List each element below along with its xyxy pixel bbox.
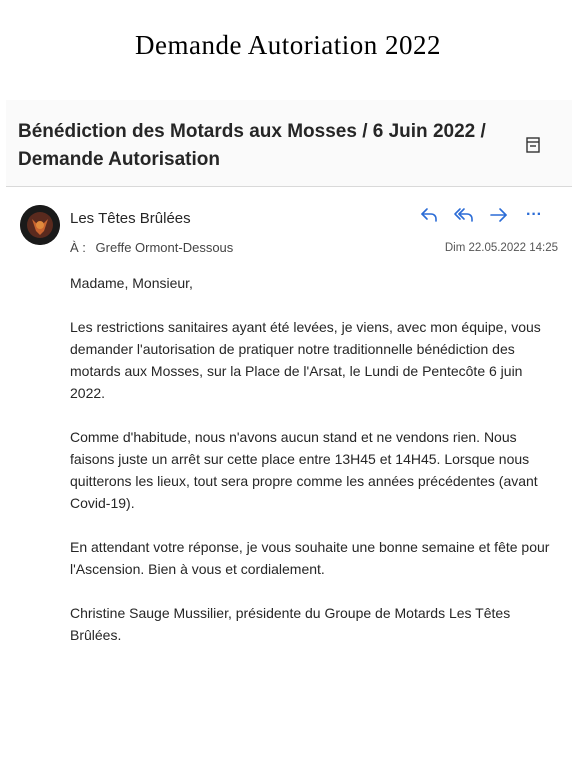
subject-bar xyxy=(6,100,572,187)
forward-icon[interactable] xyxy=(488,204,510,226)
body-paragraph: En attendant votre réponse, je vous souhaite une bonne semaine et fête pour l'Ascension. Bien à vous et cordialement. xyxy=(70,539,550,577)
email-body xyxy=(70,272,556,668)
email-timestamp: Dim 22.05.2022 14:25 xyxy=(444,242,558,254)
to-label: À : xyxy=(70,240,86,255)
body-paragraph: Christine Sauge Mussilier, présidente du Groupe de Motards Les Têtes Brûlées. xyxy=(70,605,511,643)
email-subject: Bénédiction des Motards aux Mosses / 6 Juin 2022 / Demande Autorisation xyxy=(18,121,486,170)
recipient-name[interactable]: Greffe Ormont-Dessous xyxy=(95,240,234,255)
email-view xyxy=(6,100,572,660)
print-icon[interactable] xyxy=(524,136,542,154)
body-paragraph: Comme d'habitude, nous n'avons aucun stand et ne vendons rien. Nous faisons juste un arrêt sur cette place entre 13H45 et 14H45. Lorsque nous quitterons les lieux, tout sera propre comme les années précédentes (avant Covid-19). xyxy=(70,429,538,511)
avatar xyxy=(20,205,60,245)
body-paragraph: Les restrictions sanitaires ayant été levées, je viens, avec mon équipe, vous demander l'autorisation de pratiquer notre traditionnelle bénédiction des motards aux Mosses, sur la Place de l'Arsat, le Lundi de Pentecôte 6 juin 2022. xyxy=(70,319,541,401)
page-title: Demande Autoriation 2022 xyxy=(135,30,441,60)
reply-icon[interactable] xyxy=(418,204,440,226)
sender-name[interactable]: Les Têtes Brûlées xyxy=(70,210,191,227)
reply-all-icon[interactable] xyxy=(453,204,475,226)
message-actions xyxy=(418,203,545,227)
more-icon[interactable]: ··· xyxy=(526,206,542,223)
recipient-line xyxy=(70,240,233,255)
body-paragraph: Madame, Monsieur, xyxy=(70,275,193,291)
